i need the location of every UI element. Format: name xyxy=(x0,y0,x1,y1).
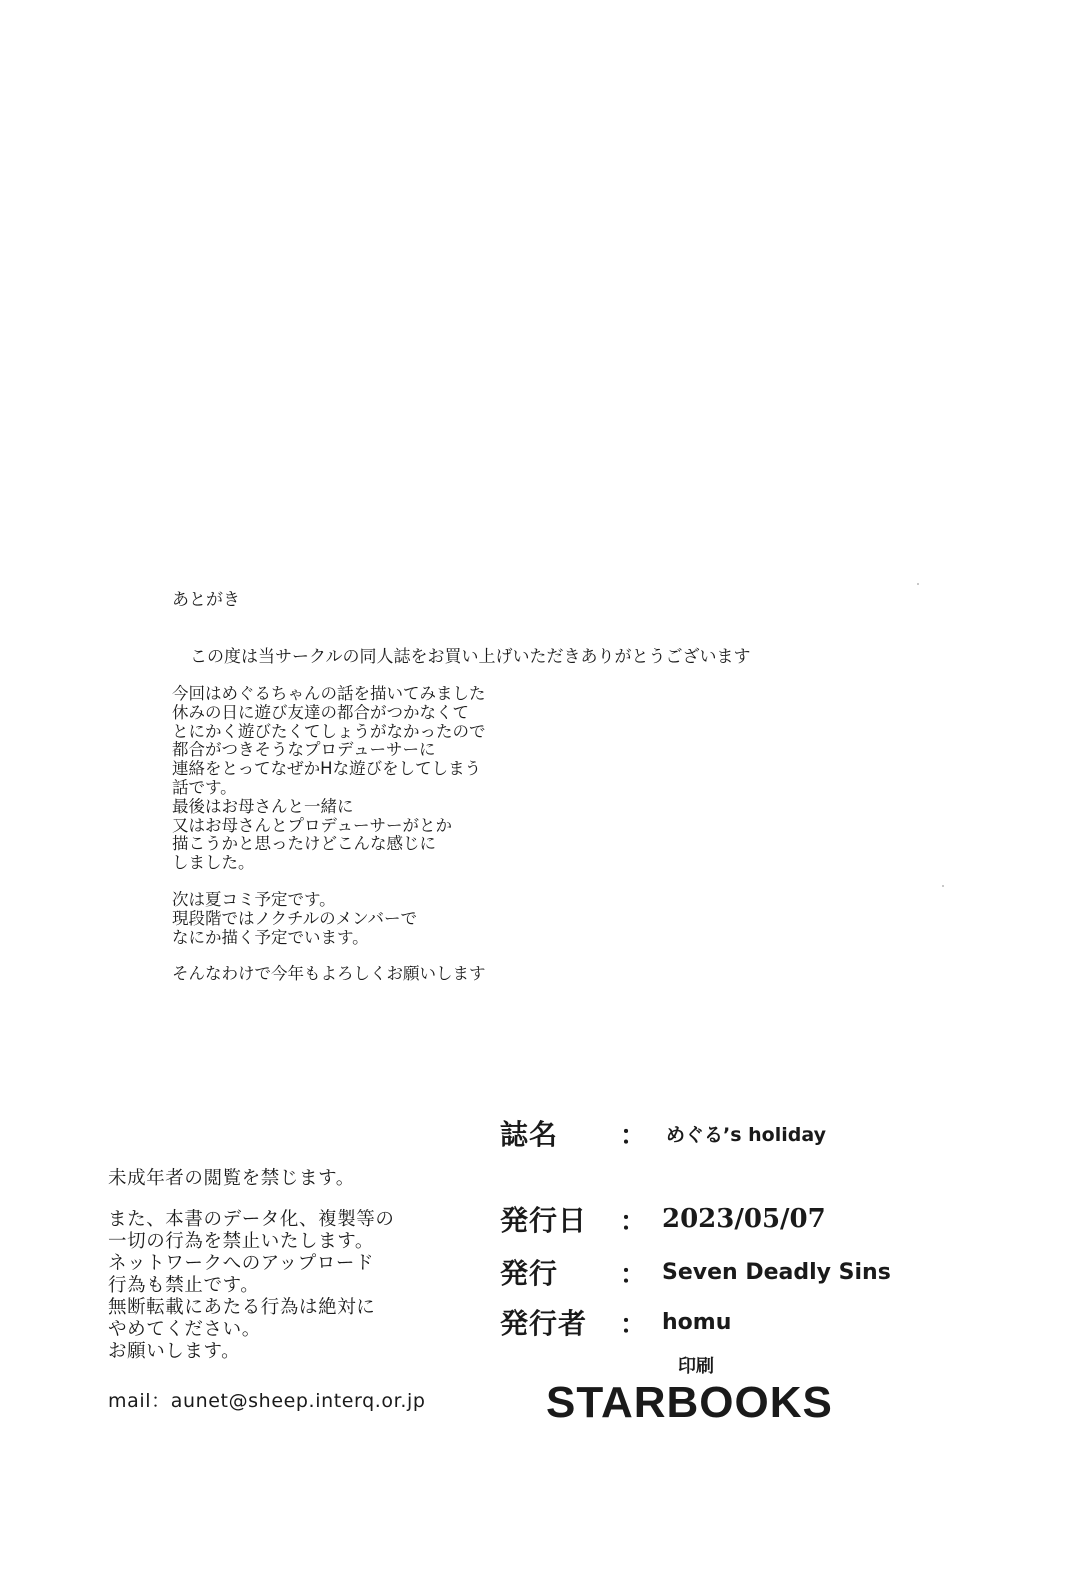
colophon-row-title xyxy=(500,1113,826,1153)
date-label: 発行日 xyxy=(500,1204,588,1237)
afterword-thanks: この度は当サークルの同人誌をお買い上げいただきありがとうございます xyxy=(190,647,751,667)
text-line: 現段階ではノクチルのメンバーで xyxy=(172,908,418,928)
text-line: お願いします。 xyxy=(108,1341,241,1362)
text-line: 今回はめぐるちゃんの話を描いてみました xyxy=(172,684,486,703)
scan-speck xyxy=(917,583,919,585)
text-line: 次は夏コミ予定です。 xyxy=(172,889,336,909)
author-label: 発行者 xyxy=(500,1307,588,1340)
printer-name: STARBOOKS xyxy=(546,1378,833,1427)
text-line: 最後はお母さんと一緒に xyxy=(172,796,354,816)
contact-email: mail：aunet@sheep.interq.or.jp xyxy=(108,1390,426,1412)
scan-speck xyxy=(942,885,944,887)
text-line: 連絡をとってなぜかHな遊びをしてしまう xyxy=(172,759,482,779)
date-value: 2023/05/07 xyxy=(662,1204,826,1234)
separator: ： xyxy=(620,1206,647,1237)
text-line: 一切の行為を禁止いたします。 xyxy=(108,1231,374,1252)
text-line: また、本書のデータ化、複製等の xyxy=(108,1209,395,1230)
text-line: 描こうかと思ったけどこんな感じに xyxy=(172,834,436,854)
copy-prohibition-notice xyxy=(108,1209,468,1363)
text-line: やめてください。 xyxy=(108,1319,261,1340)
text-line: ネットワークへのアップロード xyxy=(108,1253,375,1274)
afterword-heading: あとがき xyxy=(172,590,240,610)
colophon-row-publisher xyxy=(500,1252,891,1292)
publisher-label: 発行 xyxy=(500,1257,559,1290)
separator: ： xyxy=(620,1120,647,1151)
text-line: なにか描く予定でいます。 xyxy=(172,927,369,947)
title-value: めぐる’s holiday xyxy=(666,1123,826,1146)
legal-notice xyxy=(108,1167,468,1413)
age-restriction-notice: 未成年者の閲覧を禁じます。 xyxy=(108,1168,355,1189)
printer-label: 印刷 xyxy=(678,1356,714,1377)
separator: ： xyxy=(620,1259,647,1290)
title-label: 誌名 xyxy=(500,1118,559,1151)
separator: ： xyxy=(620,1309,647,1340)
author-value: homu xyxy=(662,1309,732,1335)
text-line: 都合がつきそうなプロデューサーに xyxy=(172,740,436,760)
text-line: 無断転載にあたる行為は絶対に xyxy=(108,1297,376,1318)
text-line: しました。 xyxy=(172,853,255,873)
colophon-row-date xyxy=(500,1199,826,1239)
text-line: 休みの日に遊び友達の都合がつかなくて xyxy=(172,702,469,722)
text-line: とにかく遊びたくてしょうがなかったので xyxy=(172,721,486,741)
text-line: 又はお母さんとプロデューサーがとか xyxy=(172,815,453,835)
publisher-value: Seven Deadly Sins xyxy=(662,1259,891,1285)
text-line: 行為も禁止です。 xyxy=(108,1275,260,1296)
colophon xyxy=(500,0,1060,1577)
text-line: そんなわけで今年もよろしくお願いします xyxy=(172,964,486,984)
text-line: 話です。 xyxy=(172,777,237,797)
colophon-row-author xyxy=(500,1302,731,1342)
